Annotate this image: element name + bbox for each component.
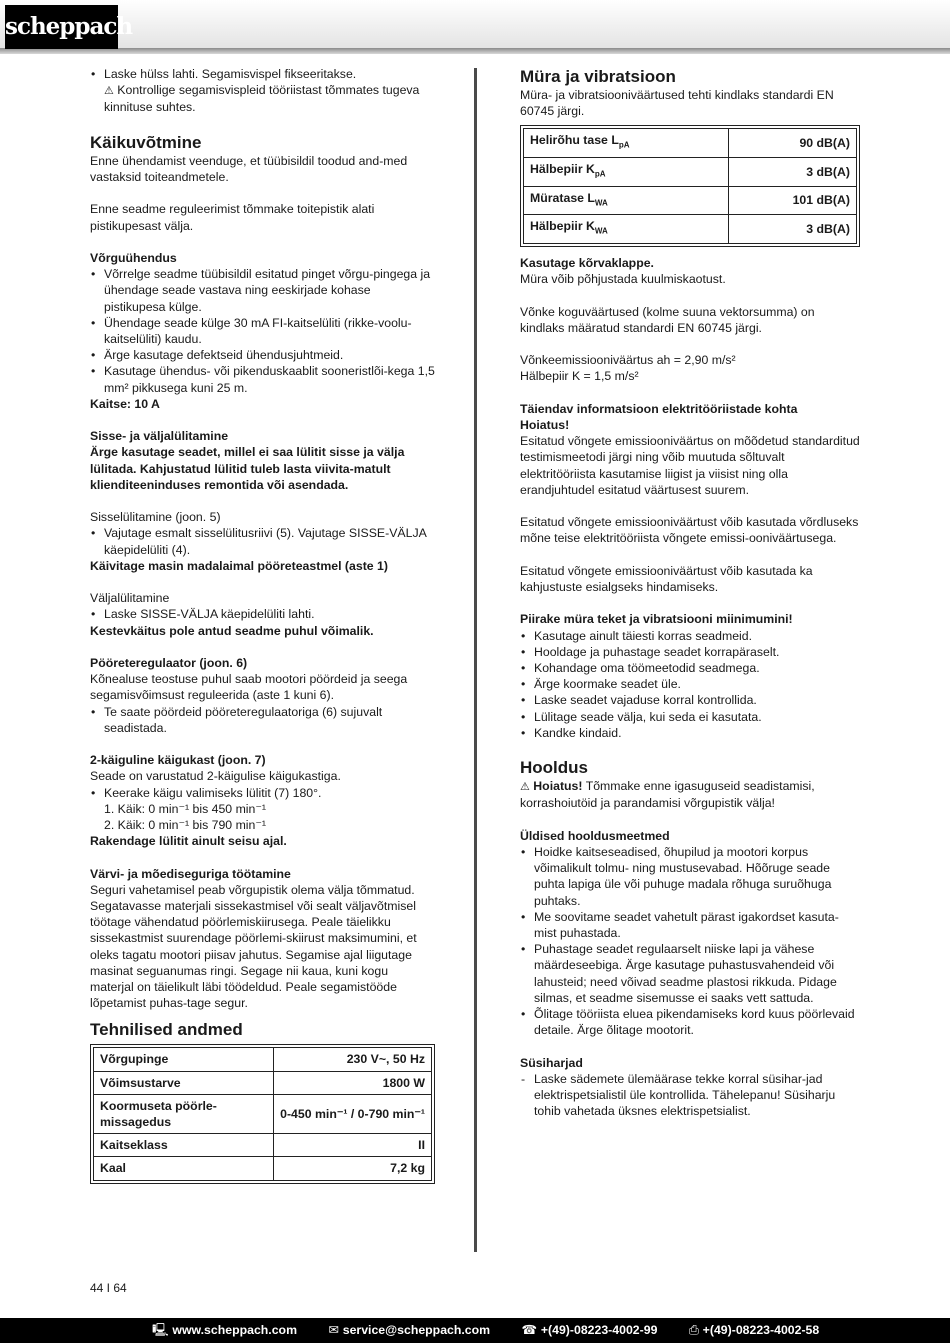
- gear-2: 2. Käik: 0 min⁻¹ bis 790 min⁻¹: [104, 818, 266, 833]
- footer-phone: +(49)-08223-4002-99: [540, 1323, 658, 1337]
- table-row: [524, 129, 857, 158]
- paragraph: Esitatud võngete emissiooniväärtust võib kasutada võrdluseks mõne teise elektritööriista võngete emissi-ooniväärtusega.: [520, 515, 859, 546]
- subheading-sisselulitamine: Sisselülitamine (joon. 5): [90, 510, 221, 525]
- paragraph: Enne seadme reguleerimist tõmmake toitepistik alati pistikupesast välja.: [90, 202, 375, 233]
- pooret-list: [90, 704, 435, 736]
- footer-web-link[interactable]: www.scheppach.com: [172, 1323, 298, 1337]
- list-item: • Võrrelge seadme tüübisildil esitatud pinget võrgu-pingega ja ühendage seade vastava ning eeskirjade kohase pistikupesa külge.: [90, 266, 435, 315]
- table-row: [94, 1094, 432, 1133]
- list-item: • Hooldage ja puhastage seadet korrapäraselt.: [520, 644, 860, 660]
- list-item: • Laske SISSE-VÄLJA käepidelüliti lahti.: [90, 606, 435, 622]
- noise-label-text: Hälbepiir K: [530, 162, 595, 177]
- piirake-list: [520, 628, 860, 741]
- intro-warning: [90, 82, 435, 115]
- spec-value: 7,2 kg: [274, 1157, 432, 1180]
- header-divider: [0, 48, 950, 54]
- list-item: • Laske seadet vajaduse korral kontrollida.: [520, 692, 860, 708]
- subheading-korvaklapid: Kasutage kõrvaklappe.: [520, 256, 654, 271]
- brand-logo: scheppach: [5, 5, 118, 49]
- subheading-uldised: Üldised hooldusmeetmed: [520, 828, 670, 843]
- spec-value: 230 V~, 50 Hz: [274, 1048, 432, 1071]
- paragraph: Esitatud võngete emissiooniväärtus on mõõdetud standarditud testimismeetodi järgi ning võib muutuda sõltuvalt elektritööriista kasutamise liigist ja viisist ning olla erandjuhtudel esitatud väärtusest suurem.: [520, 434, 860, 497]
- noise-label: [524, 158, 729, 187]
- right-column: [520, 66, 860, 1119]
- vibration-k: Hälbepiir K = 1,5 m/s²: [520, 369, 639, 384]
- subheading-vorguuhendus: Võrguühendus: [90, 250, 177, 265]
- subheading-valjalulitamine: Väljalülitamine: [90, 591, 170, 606]
- noise-table: [523, 128, 857, 244]
- vibration-ah: Võnkeemissiooniväärtus ah = 2,90 m/s²: [520, 353, 736, 368]
- spec-label: Võimsustarve: [94, 1071, 274, 1094]
- paragraph: Enne ühendamist veenduge, et tüübisildil toodud and-med vastaksid toiteandmetele.: [90, 153, 408, 184]
- noise-table-box: [520, 125, 860, 247]
- continuous-note: Kestevkäitus pole antud seadme puhul võimalik.: [90, 623, 374, 638]
- footer-fax: +(49)-08223-4002-58: [702, 1323, 820, 1337]
- vorgu-list: [90, 266, 435, 396]
- subheading-susiharjad: Süsiharjad: [520, 1055, 583, 1070]
- spec-value: 0-450 min⁻¹ / 0-790 min⁻¹: [274, 1094, 432, 1133]
- table-row: [94, 1048, 432, 1071]
- subheading-sisse-valja: Sisse- ja väljalülitamine: [90, 429, 229, 444]
- subheading-taiendav: Täiendav informatsioon elektritööriistade kohta: [520, 401, 798, 416]
- list-item: • Kandke kindaid.: [520, 725, 860, 741]
- gear-1: 1. Käik: 0 min⁻¹ bis 450 min⁻¹: [104, 801, 266, 816]
- paragraph: Kõnealuse teostuse puhul saab mootori pöördeid ja seega segamisvõimsust reguleerida (aste 1 kuni 6).: [90, 672, 408, 703]
- spec-value: 1800 W: [274, 1071, 432, 1094]
- list-item: • Vajutage esmalt sisselülitusriivi (5). Vajutage SISSE-VÄLJA käepidelüliti (4).: [90, 525, 435, 557]
- section-title-kaikuvotmine: Käikuvõtmine: [90, 132, 202, 152]
- warning-icon: ⚠: [520, 781, 530, 794]
- list-item: • Ärge kasutage defektseid ühendusjuhtmeid.: [90, 347, 435, 363]
- noise-value: 3 dB(A): [728, 158, 856, 187]
- paragraph: Müra- ja vibratsiooniväärtused tehti kindlaks standardi EN 60745 järgi.: [520, 88, 834, 119]
- tech-data-table-box: [90, 1044, 435, 1183]
- maintenance-warning-text: Tõmmake enne igasuguseid seadistamisi, korrashoiutöid ja parandamisi võrgupistik välja!: [520, 779, 815, 811]
- noise-label: [524, 215, 729, 244]
- list-item: • Kasutage ühendus- või pikenduskaablit sooneristlõi-kega 1,5 mm² pikkusega kuni 25 m.: [90, 363, 435, 395]
- tech-data-table: [93, 1047, 432, 1180]
- spec-label: Kaal: [94, 1157, 274, 1180]
- paragraph: Võnke koguväärtused (kolme suuna vektorsumma) on kindlaks määratud standardi EN 60745 järgi.: [520, 304, 815, 335]
- noise-label: [524, 129, 729, 158]
- subheading-pooreteregulaator: Pööreteregulaator (joon. 6): [90, 656, 248, 670]
- list-item: • Lülitage seade välja, kui seda ei kasutata.: [520, 709, 860, 725]
- noise-value: 90 dB(A): [728, 129, 856, 158]
- valja-list: [90, 606, 435, 622]
- intro-warning-text: Kontrollige segamisvispleid tööriistast tõmmates tugeva kinnituse suhtes.: [104, 83, 420, 115]
- warning-label: Hoiatus!: [520, 418, 570, 433]
- table-row: [524, 215, 857, 244]
- paragraph: Seade on varustatud 2-käigulise käigukastiga.: [90, 769, 341, 784]
- list-item: • Ühendage seade külge 30 mA FI-kaitselüliti (rikke-voolu-kaitselüliti) kaudu.: [90, 315, 435, 347]
- phone-icon: ☎: [521, 1323, 537, 1337]
- paragraph: Seguri vahetamisel peab võrgupistik olema välja tõmmatud.: [90, 882, 415, 897]
- list-item: • Laske hülss lahti. Segamisvispel fikseeritakse.: [90, 66, 435, 82]
- susi-list: [520, 1071, 860, 1120]
- noise-label-text: Helirõhu tase L: [530, 133, 619, 148]
- noise-label-sub: pA: [618, 140, 630, 150]
- left-column: [90, 66, 435, 1184]
- paragraph: Esitatud võngete emissiooniväärtust võib kasutada ka kahjustuste esialgseks hindamiseks.: [520, 563, 813, 595]
- section-title-tehnilised: Tehnilised andmed: [90, 1020, 243, 1040]
- list-item: • Te saate pöördeid pööreteregulaatoriga (6) sujuvalt seadistada.: [90, 704, 435, 736]
- subheading-kaigukast: 2-käiguline käigukast (joon. 7): [90, 753, 266, 768]
- table-row: [524, 186, 857, 215]
- noise-label-text: Müratase L: [530, 190, 595, 205]
- warning-icon: ⚠: [104, 85, 114, 98]
- spec-label: Koormuseta pöörle-missagedus: [94, 1094, 274, 1133]
- noise-label-sub: WA: [594, 198, 608, 208]
- noise-label-text: Hälbepiir K: [530, 219, 595, 234]
- paragraph: Müra võib põhjustada kuulmiskaotust.: [520, 272, 726, 287]
- email-icon: ✉: [328, 1323, 339, 1337]
- noise-label: [524, 186, 729, 215]
- warning-label: Hoiatus!: [533, 779, 583, 794]
- spec-label: Võrgupinge: [94, 1048, 274, 1071]
- maintenance-warning: [520, 778, 860, 811]
- noise-label-sub: pA: [594, 169, 606, 179]
- table-row: [94, 1071, 432, 1094]
- list-item: • Kohandage oma töömeetodid seadmega.: [520, 660, 860, 676]
- page-header: [0, 0, 950, 48]
- column-divider: [474, 68, 477, 1252]
- page-number: 44 I 64: [90, 1281, 127, 1295]
- page-footer: [0, 1318, 950, 1343]
- noise-value: 101 dB(A): [728, 186, 856, 215]
- kast-list: [90, 785, 435, 801]
- section-title-mura: Müra ja vibratsioon: [520, 67, 676, 86]
- section-title-hooldus: Hooldus: [520, 758, 588, 778]
- gear-note: Rakendage lülitit ainult seisu ajal.: [90, 834, 287, 849]
- subheading-piirake: Piirake müra teket ja vibratsiooni miinimumini!: [520, 612, 793, 627]
- list-item: • Kasutage ainult täiesti korras seadmeid.: [520, 628, 860, 644]
- list-item: • Me soovitame seadet vahetult pärast igakordset kasuta-mist puhastada.: [520, 909, 860, 941]
- sisse-list: [90, 525, 435, 557]
- list-item: • Õlitage tööriista eluea pikendamiseks kord kuus pöörlevaid detaile. Ärge õlitage mootorit.: [520, 1006, 860, 1038]
- subheading-varvi: Värvi- ja mõediseguriga töötamine: [90, 866, 291, 881]
- web-icon: 🖳: [152, 1323, 169, 1337]
- list-item: • Puhastage seadet regulaarselt niiske lapi ja vähese määrdeseebiga. Ärge kasutage puhastusvahendeid või lahusteid; need võivad seadme plastosi rikkuda. Pidage silmas, et seadme sisemusse ei saaks vett sattuda.: [520, 941, 860, 1006]
- fuse-rating: Kaitse: 10 A: [90, 396, 160, 411]
- list-item: • Ärge koormake seadet üle.: [520, 676, 860, 692]
- start-note: Käivitage masin madalaimal pööreteastmel (aste 1): [90, 558, 388, 573]
- spec-label: Kaitseklass: [94, 1134, 274, 1157]
- list-item: - Laske sädemete ülemäärase tekke korral süsihar-jad elektrispetsialistil üle kontrollida. Tähelepanu! Süsiharju tohib vahetada üksnes elektrispetsialist.: [520, 1071, 860, 1120]
- uldised-list: [520, 844, 860, 1038]
- fax-icon: ⎙: [688, 1323, 699, 1337]
- footer-email-link[interactable]: service@scheppach.com: [342, 1323, 491, 1337]
- noise-value: 3 dB(A): [728, 215, 856, 244]
- paragraph: Segatavasse materjali sissekastmisel või sealt väljavõtmisel töötage vähendatud pöörlemiskiirusega. Peale täielikku sissekastmist suurendage pöörlemi-skiirust maksimumini, et oleks tagatu mootori piisav jahutus. Segamise ajal liigutage masinat seguanumas ringi. Segage nii kaua, kuni kogu materjal on täielikult läbi töödeldud. Peale segamistööde lõpetamist puhas-tage segur.: [90, 899, 417, 1011]
- table-row: [94, 1157, 432, 1180]
- table-row: [524, 158, 857, 187]
- list-item: • Hoidke kaitseseadised, õhupilud ja mootori korpus võimalikult tolmu- ning mustusevabad. Hõõruge seade puhta lapiga üle või puhuge madala rõhuga suruõhuga puhtaks.: [520, 844, 860, 909]
- noise-label-sub: WA: [594, 226, 608, 236]
- intro-list: [90, 66, 435, 82]
- switch-warning: Ärge kasutage seadet, millel ei saa lülitit sisse ja välja lülitada. Kahjustatud lülitid tuleb lasta viivita-matult klienditeeninduses remontida või asendada.: [90, 445, 405, 492]
- spec-value: II: [274, 1134, 432, 1157]
- list-item: • Keerake käigu valimiseks lülitit (7) 180°.: [90, 785, 435, 801]
- table-row: [94, 1134, 432, 1157]
